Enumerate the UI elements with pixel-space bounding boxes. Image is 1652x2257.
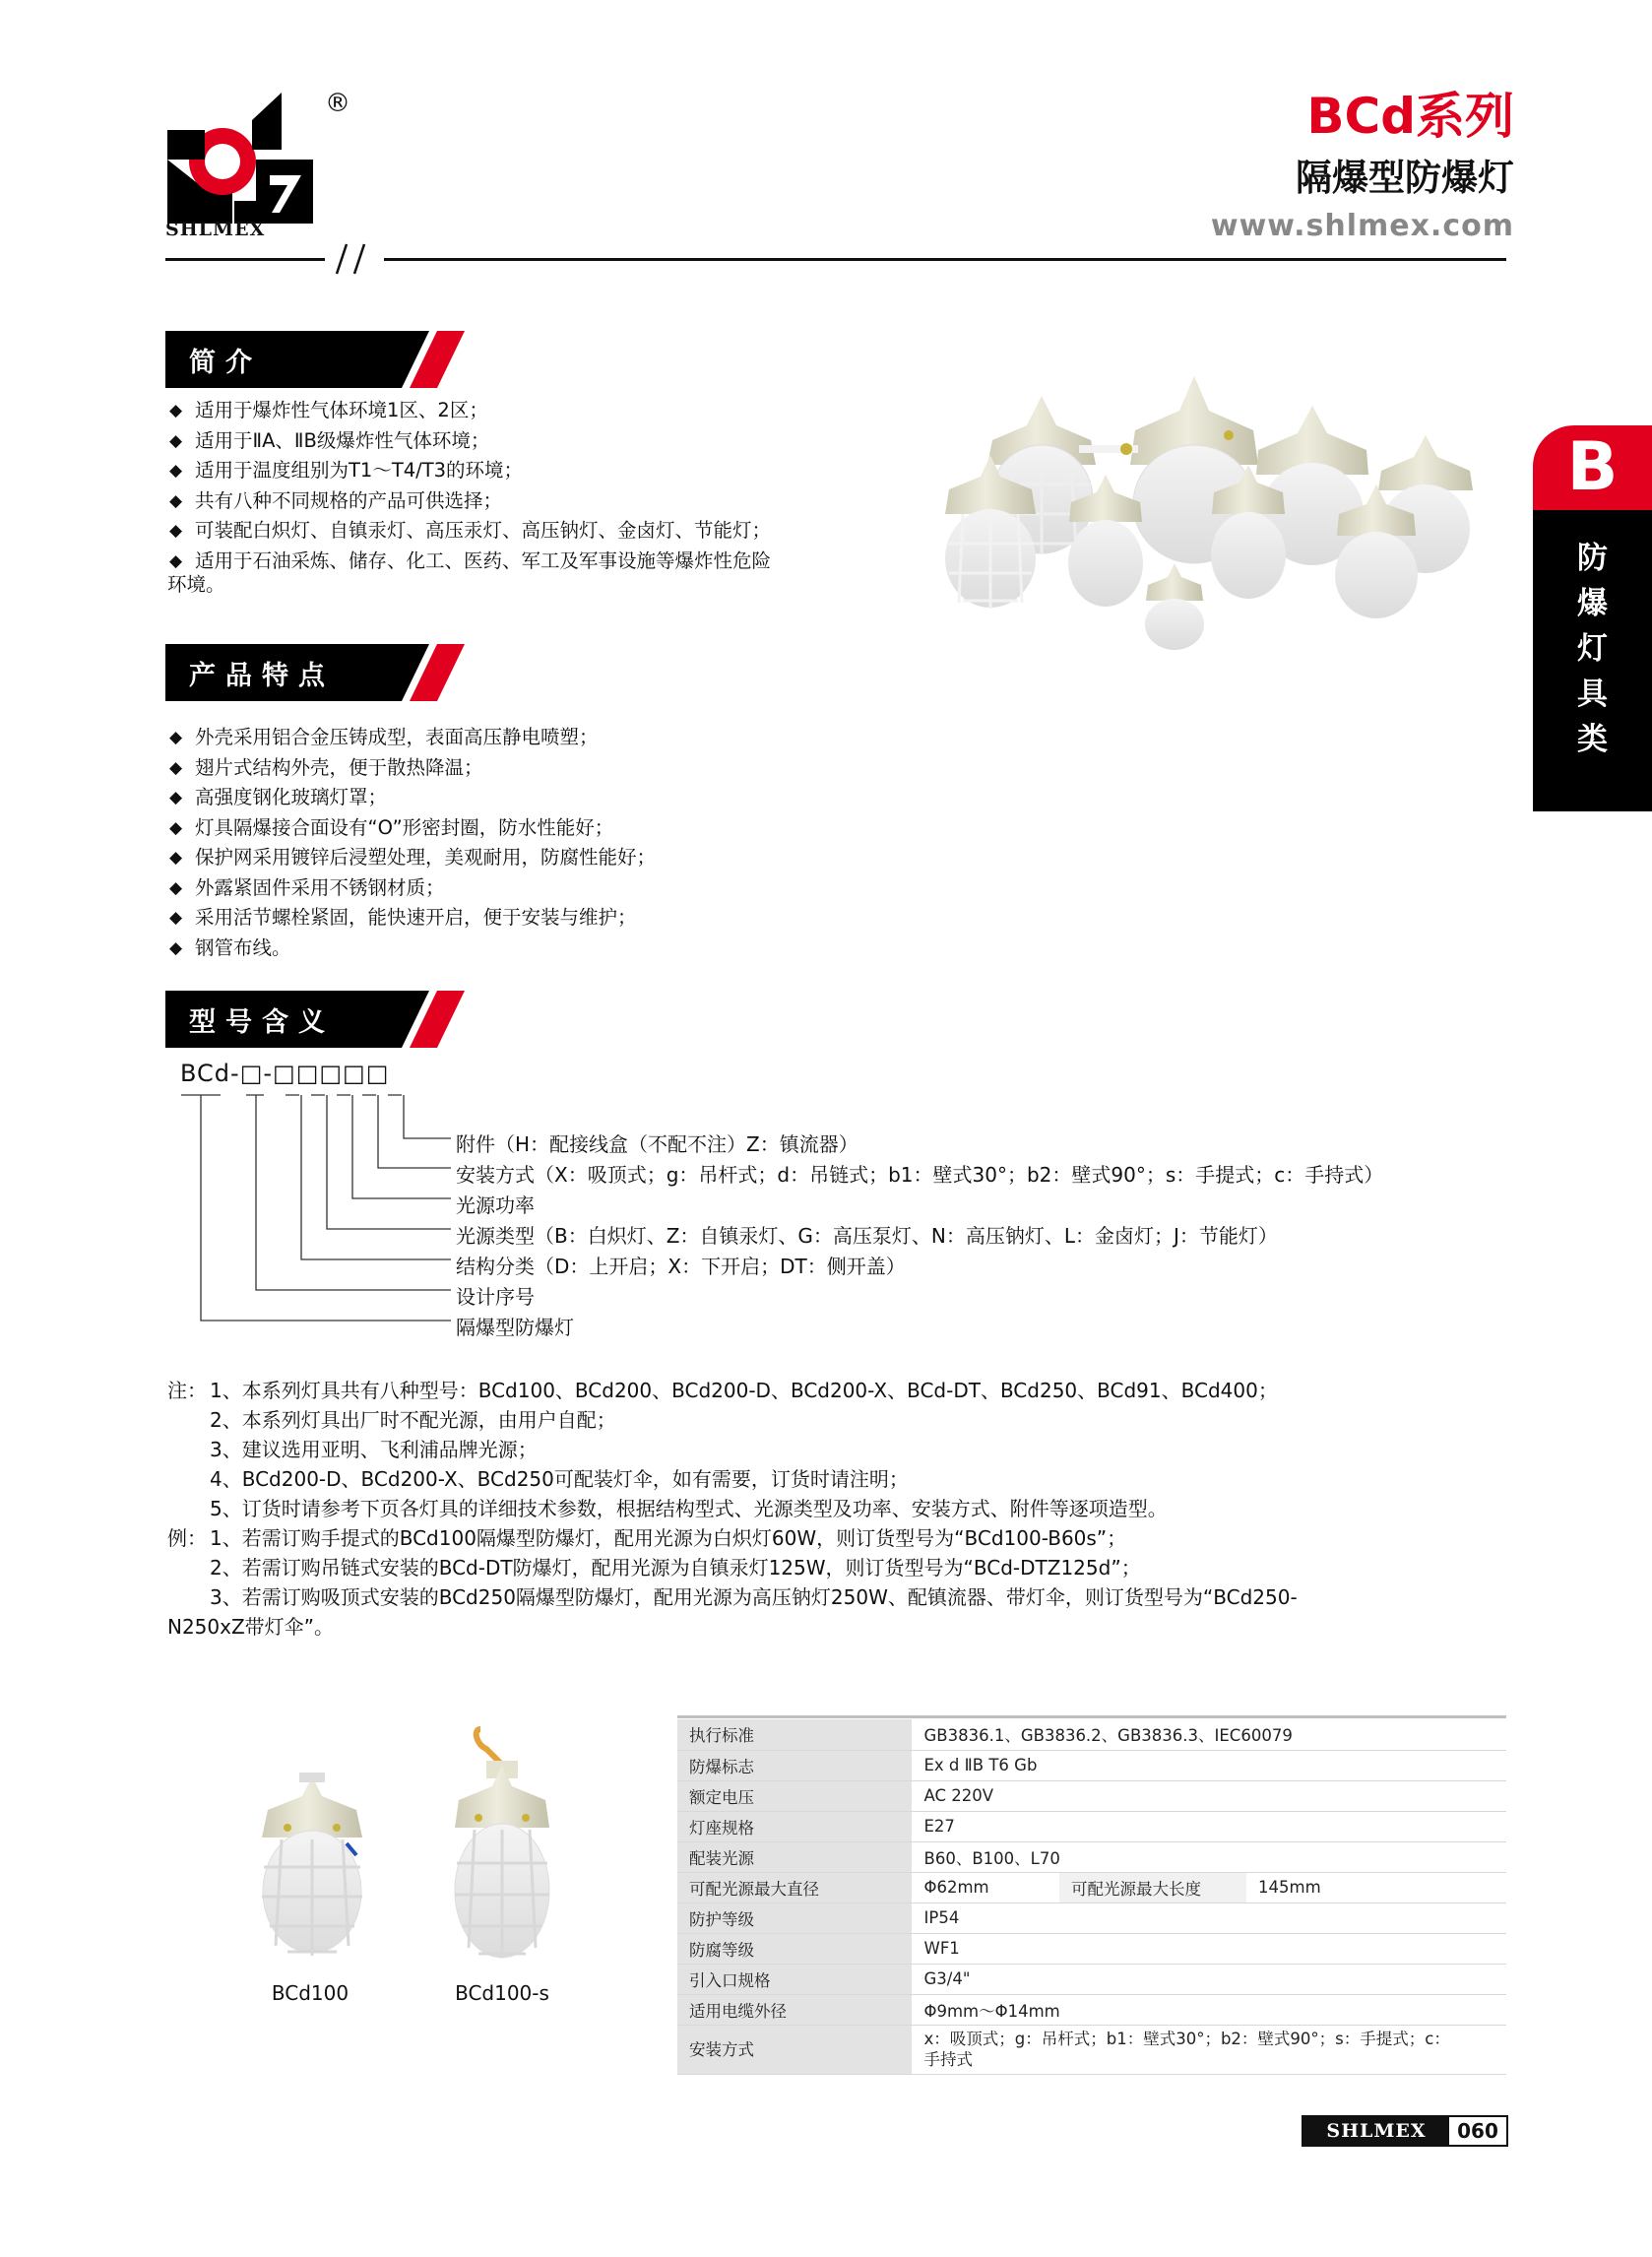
model-line-design-no: 设计序号 (456, 1285, 535, 1309)
table-row: 安装方式 x：吸顶式；g：吊杆式；b1：壁式30°；b2：壁式90°；s：手提式；c： 手持式 (677, 2025, 1506, 2074)
model-line-power: 光源功率 (456, 1193, 535, 1217)
section-header-model (165, 991, 465, 1048)
footer-brand: SHLMEX (1303, 2117, 1449, 2145)
model-line-product: 隔爆型防爆灯 (456, 1316, 574, 1339)
note-item: 3、建议选用亚明、飞利浦品牌光源； (210, 1438, 538, 1461)
example-item: 1、若需订购手提式的BCd100隔爆型防爆灯，配用光源为白炽灯60W，则订货型号为“BCd100-B60s”； (210, 1526, 1127, 1550)
registered-mark: ® (325, 89, 350, 118)
side-tab-char: 爆 (1577, 586, 1608, 621)
spec-table-top-rule (677, 1715, 1506, 1718)
section-title-intro: 简介 (189, 348, 262, 378)
table-row: 引入口规格 G3/4" (677, 1964, 1506, 1994)
list-item: ◆ 适用于ⅡA、ⅡB级爆炸性气体环境； (169, 428, 490, 452)
example-item: 2、若需订购吊链式安装的BCd-DT防爆灯，配用光源为自镇汞灯125W，则订货型号为“BCd-DTZ125d”； (210, 1556, 1141, 1580)
page-number: 060 (1457, 2119, 1498, 2143)
list-item: ◆ 可装配白炽灯、自镇汞灯、高压汞灯、高压钠灯、金卤灯、节能灯； (169, 519, 772, 542)
list-item: ◆ 适用于爆炸性气体环境1区、2区； (169, 399, 488, 421)
table-row: 防腐等级 WF1 (677, 1933, 1506, 1964)
side-tab-char: 类 (1577, 722, 1608, 757)
model-bracket-diagram (177, 1091, 473, 1337)
list-item: ◆ 采用活节螺栓紧固，能快速开启，便于安装与维护； (169, 906, 637, 929)
photo-caption-bcd100: BCd100 (271, 1981, 349, 2005)
table-row: 适用电缆外径 Φ9mm～Φ14mm (677, 1994, 1506, 2025)
features-list (167, 723, 656, 963)
section-title-model: 型号含义 (189, 1007, 335, 1038)
shlmex-logo (165, 91, 323, 238)
side-tab-char: 具 (1577, 677, 1608, 712)
list-item: ◆ 适用于温度组别为T1～T4/T3的环境； (169, 459, 524, 482)
list-item: ◆ 保护网采用镀锌后浸塑处理，美观耐用，防腐性能好； (169, 846, 657, 869)
list-item: ◆ 共有八种不同规格的产品可供选择； (169, 488, 503, 512)
footer-page-badge (1302, 2115, 1508, 2147)
photo-caption-bcd100s: BCd100-s (455, 1981, 549, 2005)
table-row: 防护等级 IP54 (677, 1902, 1506, 1933)
model-line-accessory: 附件（H：配接线盒（不配不注）Z：镇流器） (456, 1132, 858, 1156)
example-label: 例： (167, 1526, 207, 1550)
table-row: 配装光源 B60、B100、L70 (677, 1841, 1506, 1872)
spec-table (677, 1719, 1506, 2075)
example-item: 3、若需订购吸顶式安装的BCd250隔爆型防爆灯，配用光源为高压钠灯250W、配镇流器、带灯伞，则订货型号为“BCd250- (210, 1585, 1298, 1609)
list-item: ◆ 翅片式结构外壳，便于散热降温； (169, 755, 483, 779)
series-title: BCd系列 (1306, 88, 1514, 145)
note-label: 注： (167, 1379, 207, 1402)
note-item: 4、BCd200-D、BCd200-X、BCd250可配装灯伞，如有需要，订货时请注明； (210, 1467, 909, 1491)
list-item: ◆ 外壳采用铝合金压铸成型，表面高压静电喷塑； (169, 726, 599, 748)
table-row: 灯座规格 E27 (677, 1811, 1506, 1841)
section-title-features: 产品特点 (189, 661, 335, 691)
table-row: 防爆标志 Ex d ⅡB T6 Gb (677, 1750, 1506, 1780)
table-row: 额定电压 AC 220V (677, 1780, 1506, 1811)
side-tab-char: 灯 (1577, 631, 1608, 667)
header-slash-marks (325, 242, 384, 276)
list-item: ◆ 高强度钢化玻璃灯罩； (169, 786, 388, 808)
list-item: ◆ 灯具隔爆接合面设有“O”形密封圈，防水性能好； (169, 815, 614, 839)
table-row: 可配光源最大直径 Φ62mm 可配光源最大长度 145mm (677, 1872, 1506, 1902)
product-photo-bcd100s (443, 1725, 561, 1969)
logo-wordmark: SHLMEX (165, 219, 266, 240)
series-subtitle: 隔爆型防爆灯 (1296, 157, 1514, 199)
list-item: ◆ 适用于石油采炼、储存、化工、医药、军工及军事设施等爆炸性危险 (169, 548, 772, 572)
side-category-tab (1533, 510, 1652, 811)
model-line-structure: 结构分类（D：上开启；X：下开启；DT：侧开盖） (456, 1255, 906, 1278)
list-item: ◆ 钢管布线。 (169, 935, 291, 959)
model-line-mounting: 安装方式（X：吸顶式；g：吊杆式；d：吊链式；b1：壁式30°；b2：壁式90°；s：手提式；c：手持式） (456, 1163, 1384, 1187)
product-photo-bcd100 (248, 1769, 376, 1966)
side-tab-char: 防 (1577, 541, 1608, 576)
list-item-continuation: 环境。 (167, 573, 225, 596)
note-item: 1、本系列灯具共有八种型号：BCd100、BCd200、BCd200-D、BCd200-X、BCd-DT、BCd250、BCd91、BCd400； (210, 1379, 1278, 1402)
example-item-continuation: N250xZ带灯伞”。 (167, 1615, 335, 1639)
model-line-light-type: 光源类型（B：白炽灯、Z：自镇汞灯、G：高压泵灯、N：高压钠灯、L：金卤灯；J：节能灯） (456, 1224, 1278, 1248)
product-group-photo (933, 366, 1496, 652)
website-url: www.shlmex.com (1210, 209, 1514, 243)
section-header-features (165, 644, 465, 701)
table-row: 执行标准 GB3836.1、GB3836.2、GB3836.3、IEC60079 (677, 1719, 1506, 1750)
model-code-pattern: BCd-□-□□□□□ (180, 1060, 390, 1087)
note-item: 5、订货时请参考下页各灯具的详细技术参数，根据结构型式、光源类型及功率、安装方式、附件等逐项造型。 (210, 1497, 1168, 1520)
section-header-intro (165, 331, 465, 388)
note-item: 2、本系列灯具出厂时不配光源，由用户自配； (210, 1408, 616, 1432)
side-category-letter: B (1533, 425, 1652, 510)
intro-list (167, 396, 771, 601)
list-item: ◆ 外露紧固件采用不锈钢材质； (169, 875, 445, 899)
